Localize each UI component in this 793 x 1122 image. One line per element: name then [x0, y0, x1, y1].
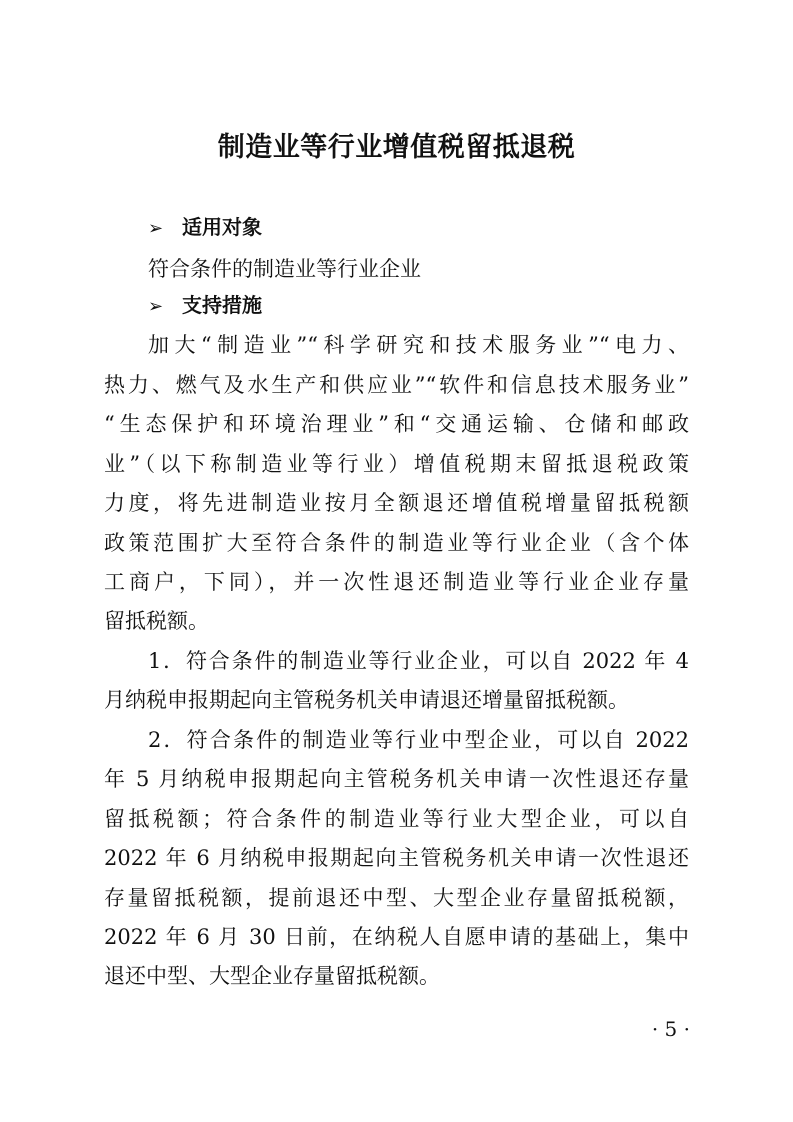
paragraph-line: 力度，将先进制造业按月全额退还增值税增量留抵税额: [104, 491, 689, 515]
paragraph-line: 2022 年 6 月 30 日前，在纳税人自愿申请的基础上，集中: [104, 925, 689, 949]
page-title: 制造业等行业增值税留抵退税: [217, 132, 576, 163]
paragraph-line: 年 5 月纳税申报期起向主管税务机关申请一次性退还存量: [104, 767, 689, 791]
paragraph-line: 存量留抵税额，提前退还中型、大型企业存量留抵税额，: [104, 886, 689, 910]
arrow-bullet-icon: ➢: [148, 296, 164, 317]
paragraph-line: 热力、燃气及水生产和供应业”“软件和信息技术服务业”: [104, 373, 689, 397]
arrow-bullet-icon: ➢: [148, 218, 164, 239]
section-heading-label: 适用对象: [182, 215, 262, 239]
page-number: · 5 ·: [651, 1017, 690, 1041]
paragraph-line: 工商户，下同），并一次性退还制造业等行业企业存量: [104, 570, 689, 594]
section-heading-measures: [148, 288, 262, 324]
paragraph-line: 2022 年 6 月纳税申报期起向主管税务机关申请一次性退还: [104, 846, 689, 870]
paragraph-line: 留抵税额；符合条件的制造业等行业大型企业，可以自: [104, 807, 689, 831]
paragraph-line: 2．符合条件的制造业等行业中型企业，可以自 2022: [148, 728, 689, 752]
paragraph-line: 符合条件的制造业等行业企业: [148, 257, 421, 281]
paragraph-line: 政策范围扩大至符合条件的制造业等行业企业（含个体: [104, 531, 689, 555]
paragraph-line: 1．符合条件的制造业等行业企业，可以自 2022 年 4: [148, 649, 689, 673]
section-heading-label: 支持措施: [182, 293, 262, 317]
paragraph-line: 加大“制造业”“科学研究和技术服务业”“电力、: [148, 333, 689, 357]
paragraph-line: 业”（以下称制造业等行业）增值税期末留抵退税政策: [104, 452, 689, 476]
paragraph-line: “生态保护和环境治理业”和“交通运输、仓储和邮政: [104, 412, 689, 436]
paragraph-line: 留抵税额。: [104, 609, 209, 633]
paragraph-line: 退还中型、大型企业存量留抵税额。: [104, 964, 440, 988]
section-heading-applicable: [148, 210, 262, 246]
paragraph-line: 月纳税申报期起向主管税务机关申请退还增量留抵税额。: [104, 688, 629, 712]
